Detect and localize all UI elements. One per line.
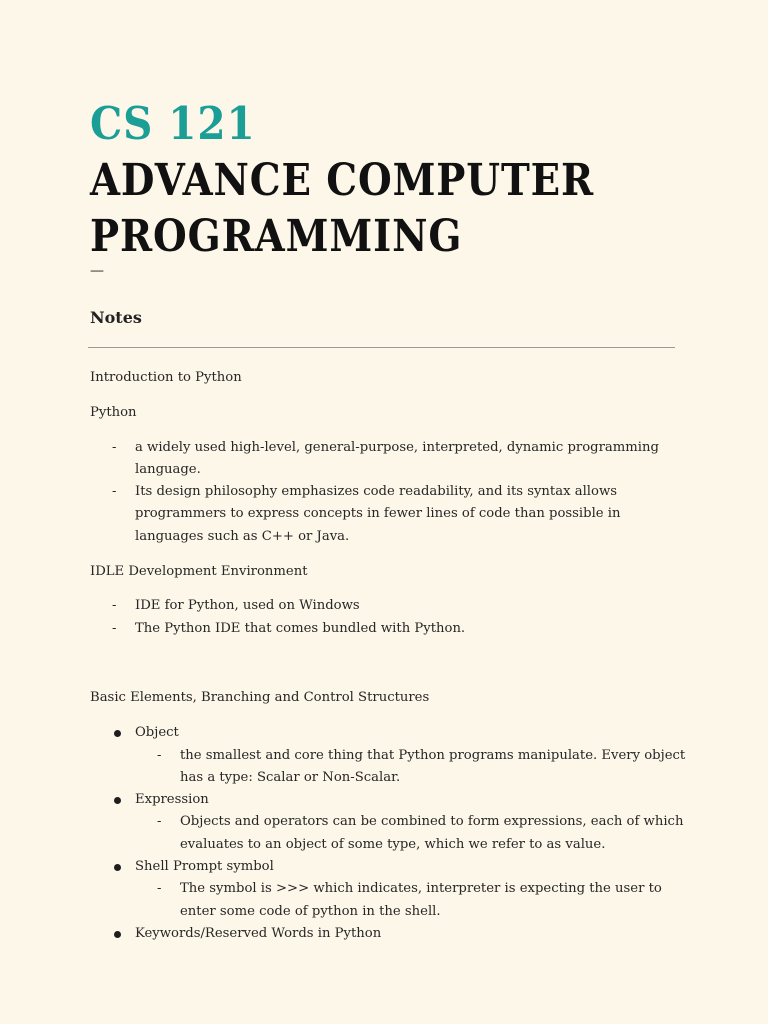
- python-points-list: [90, 437, 690, 548]
- bullet-item-object: [90, 722, 690, 789]
- basics-heading: Basic Elements, Branching and Control Structures: [90, 690, 430, 706]
- sub-list: [135, 878, 690, 923]
- bullet-label: Expression: [135, 792, 209, 808]
- intro-heading: Introduction to Python: [90, 370, 242, 385]
- dash-marker: -: [112, 439, 117, 455]
- sub-list-item-text: the smallest and core thing that Python programs manipulate. Every object has a type: Scalar or Non-Scalar.: [180, 747, 686, 785]
- bullet-item-keywords: [90, 923, 690, 945]
- course-code: CS 121: [90, 97, 256, 150]
- dash-marker: -: [112, 484, 117, 500]
- sub-list: [135, 811, 690, 856]
- course-title-line-1: ADVANCE COMPUTER: [90, 155, 595, 206]
- sub-list-item-text: The symbol is >>> which indicates, interpreter is expecting the user to enter some code of python in the shell.: [180, 881, 662, 919]
- horizontal-rule: [88, 347, 675, 348]
- idle-points-list: [90, 595, 690, 640]
- title-dash: —: [90, 263, 104, 279]
- sub-list-item-text: Objects and operators can be combined to form expressions, each of which evaluates to an object of some type, which we refer to as value.: [180, 814, 684, 852]
- python-heading: Python: [90, 404, 137, 420]
- sub-list-item: [135, 878, 690, 923]
- dash-marker: -: [157, 881, 162, 897]
- dash-marker: -: [112, 620, 117, 636]
- list-item: [90, 595, 690, 617]
- list-item: [90, 481, 690, 548]
- course-title: [90, 153, 636, 265]
- list-item-text: Its design philosophy emphasizes code readability, and its syntax allows programmers to express concepts in fewer lines of code than possible in languages such as C++ or Java.: [135, 484, 621, 544]
- bullet-label: Object: [135, 725, 179, 741]
- bullet-label: Keywords/Reserved Words in Python: [135, 925, 382, 941]
- dash-marker: -: [157, 814, 162, 830]
- dash-marker: -: [157, 747, 162, 763]
- bullet-item-shell-prompt: [90, 856, 690, 923]
- dash-marker: -: [112, 598, 117, 614]
- section-heading-notes: Notes: [90, 308, 142, 327]
- spacer: [90, 652, 690, 687]
- bullet-dot-icon: [114, 931, 121, 938]
- course-title-line-2: PROGRAMMING: [90, 211, 463, 262]
- basics-bullet-list: [90, 722, 690, 945]
- sub-list: [135, 745, 690, 790]
- bullet-label: Shell Prompt symbol: [135, 859, 274, 875]
- bullet-dot-icon: [114, 864, 121, 871]
- idle-heading: IDLE Development Environment: [90, 563, 308, 579]
- list-item-text: IDE for Python, used on Windows: [135, 598, 360, 614]
- list-item-text: The Python IDE that comes bundled with Python.: [135, 620, 466, 636]
- sub-list-item: [135, 745, 690, 790]
- sub-list-item: [135, 811, 690, 856]
- bullet-dot-icon: [114, 730, 121, 737]
- list-item: [90, 437, 690, 482]
- notes-content: [90, 367, 690, 945]
- bullet-item-expression: [90, 789, 690, 856]
- bullet-dot-icon: [114, 797, 121, 804]
- list-item-text: a widely used high-level, general-purpose, interpreted, dynamic programming language.: [135, 439, 659, 477]
- list-item: [90, 618, 690, 640]
